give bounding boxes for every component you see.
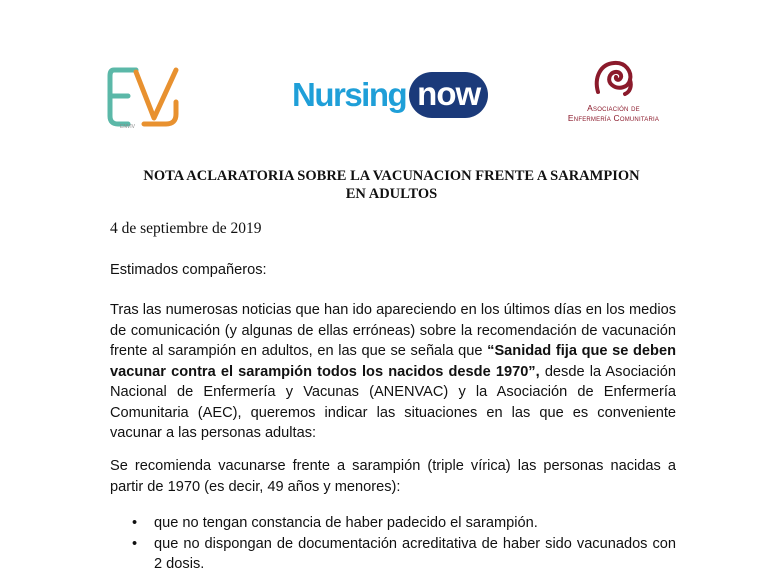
paragraph-intro-quote: “Sanidad fija que se deben vacunar contra el sarampión todos los nacidos desde 1970”,: [110, 343, 676, 380]
ev-logo: [106, 62, 184, 137]
list-item-text: que no tengan constancia de haber padecido el sarampión.: [154, 515, 538, 531]
bullet-list: [110, 513, 676, 575]
nursing-now-badge: now: [409, 72, 488, 118]
title-line-2: EN ADULTOS: [345, 186, 438, 202]
bullet-icon: •: [132, 515, 138, 531]
nursing-now-logo: [292, 72, 488, 118]
paragraph-intro: [110, 300, 676, 444]
list-item-text: que no dispongan de documentación acreditativa de haber sido vacunados con 2 dosis.: [154, 535, 676, 572]
bullet-icon: •: [132, 535, 138, 552]
aec-line-1: Asociación de: [587, 103, 640, 113]
list-item: [110, 534, 676, 575]
document-date: 4 de septiembre de 2019: [110, 220, 262, 237]
greeting: Estimados compañeros:: [110, 262, 267, 278]
nursing-now-text: Nursing: [292, 76, 407, 113]
title-line-1: NOTA ACLARATORIA SOBRE LA VACUNACION FRENTE A SARAMPION: [143, 168, 640, 184]
list-item: [110, 513, 676, 534]
aec-logo: [556, 58, 671, 123]
document-title: [100, 167, 683, 203]
paragraph-intro-text: Tras las numerosas noticias que han ido apareciendo en los últimos días en los medios de comunicación (y algunas de ellas erróneas) sobre la recomendación de vacunación frente al sarampión en adultos, en las que se señala que: [110, 302, 676, 359]
aec-line-2: Enfermería Comunitaria: [567, 113, 660, 123]
logo-bar: [0, 58, 783, 138]
aec-spiral-icon: [592, 58, 636, 98]
paragraph-intro-text-2: desde la Asociación Nacional de Enfermería y Vacunas (ANENVAC) y la Asociación de Enfermería Comunitaria (AEC), queremos indicar las situaciones en las que es conveniente vacunar a las personas adultas:: [110, 363, 676, 441]
ev-logo-small-text: ENVIV: [120, 124, 136, 130]
paragraph-recommendation: Se recomienda vacunarse frente a sarampión (triple vírica) las personas nacidas a partir de 1970 (es decir, 49 años y menores):: [110, 458, 676, 495]
